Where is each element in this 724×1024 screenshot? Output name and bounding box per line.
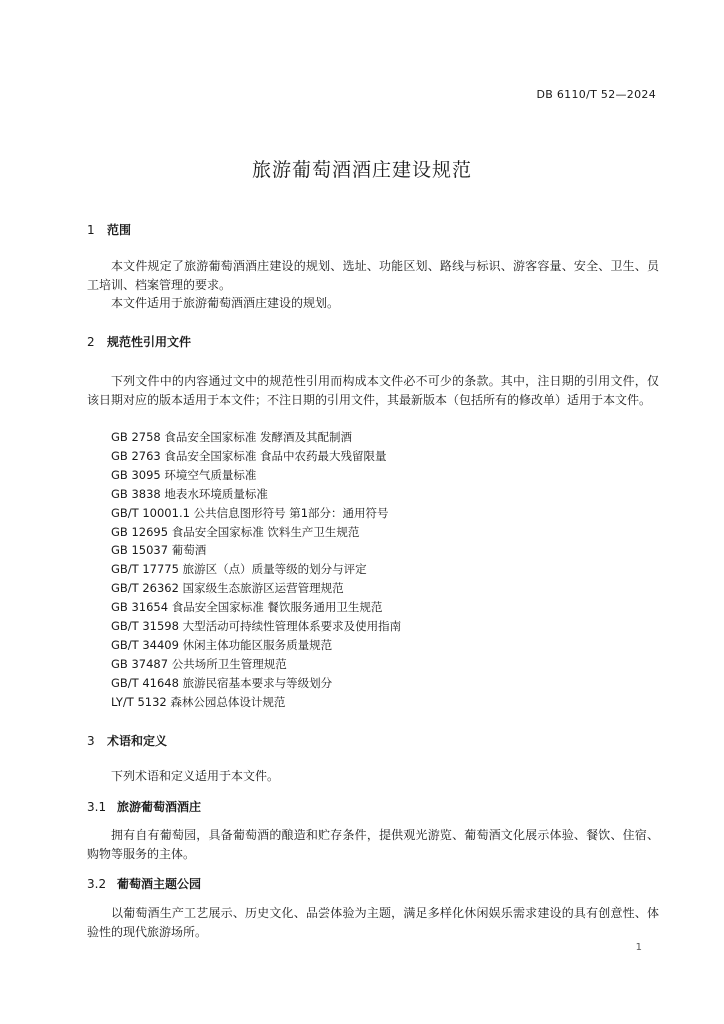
term-3-1-heading: [87, 798, 659, 815]
section-1-paragraph-1: 本文件规定了旅游葡萄酒酒庄建设的规划、选址、功能区划、路线与标识、游客容量、安全、卫生、员工培训、档案管理的要求。: [87, 259, 659, 292]
reference-item: GB 2763 食品安全国家标准 食品中农药最大残留限量: [111, 448, 387, 463]
term-3-2-heading: [87, 875, 659, 892]
standard-code: DB 6110/T 52—2024: [536, 88, 656, 101]
section-title: 范围: [107, 223, 132, 237]
section-2-intro: 下列文件中的内容通过文中的规范性引用而构成本文件必不可少的条款。其中，注日期的引用文件，仅该日期对应的版本适用于本文件；不注日期的引用文件，其最新版本（包括所有的修改单）适用于本文件。: [87, 374, 659, 407]
term-number: 3.2: [87, 877, 107, 891]
section-1-heading: [87, 221, 659, 238]
document-title: 旅游葡萄酒酒庄建设规范: [251, 159, 472, 181]
term-3-1-definition: 拥有自有葡萄园，具备葡萄酒的酿造和贮存条件，提供观光游览、葡萄酒文化展示体验、餐饮、住宿、购物等服务的主体。: [87, 828, 659, 861]
reference-item: GB 12695 食品安全国家标准 饮料生产卫生规范: [111, 524, 360, 539]
term-title: 葡萄酒主题公园: [117, 877, 202, 891]
reference-item: GB 3838 地表水环境质量标准: [111, 486, 268, 501]
section-number: 1: [87, 223, 95, 237]
section-number: 2: [87, 335, 95, 349]
term-3-2-definition: 以葡萄酒生产工艺展示、历史文化、品尝体验为主题，满足多样化休闲娱乐需求建设的具有创意性、体验性的现代旅游场所。: [87, 906, 659, 939]
reference-item: GB/T 34409 休闲主体功能区服务质量规范: [111, 637, 333, 652]
page-number: 1: [635, 942, 642, 953]
reference-item: GB 15037 葡萄酒: [111, 543, 207, 558]
term-number: 3.1: [87, 800, 107, 814]
section-1-paragraph-2: 本文件适用于旅游葡萄酒酒庄建设的规划。: [111, 296, 340, 310]
section-number: 3: [87, 734, 95, 748]
reference-item: GB/T 17775 旅游区（点）质量等级的划分与评定: [111, 562, 367, 577]
reference-item: GB 3095 环境空气质量标准: [111, 467, 257, 482]
reference-item: LY/T 5132 森林公园总体设计规范: [111, 694, 286, 709]
reference-item: GB 31654 食品安全国家标准 餐饮服务通用卫生规范: [111, 600, 383, 615]
reference-item: GB/T 31598 大型活动可持续性管理体系要求及使用指南: [111, 619, 402, 634]
reference-item: GB/T 10001.1 公共信息图形符号 第1部分：通用符号: [111, 505, 389, 520]
section-3-intro: 下列术语和定义适用于本文件。: [111, 769, 280, 783]
section-2-heading: [87, 333, 659, 350]
reference-item: GB/T 41648 旅游民宿基本要求与等级划分: [111, 675, 333, 690]
section-title: 术语和定义: [107, 734, 168, 748]
section-title: 规范性引用文件: [107, 335, 192, 349]
reference-item: GB 2758 食品安全国家标准 发酵酒及其配制酒: [111, 430, 353, 444]
reference-item: GB/T 26362 国家级生态旅游区运营管理规范: [111, 581, 344, 596]
reference-item: GB 37487 公共场所卫生管理规范: [111, 656, 287, 671]
term-title: 旅游葡萄酒酒庄: [117, 800, 202, 814]
section-3-heading: [87, 732, 659, 749]
normative-references-list: [111, 428, 651, 712]
